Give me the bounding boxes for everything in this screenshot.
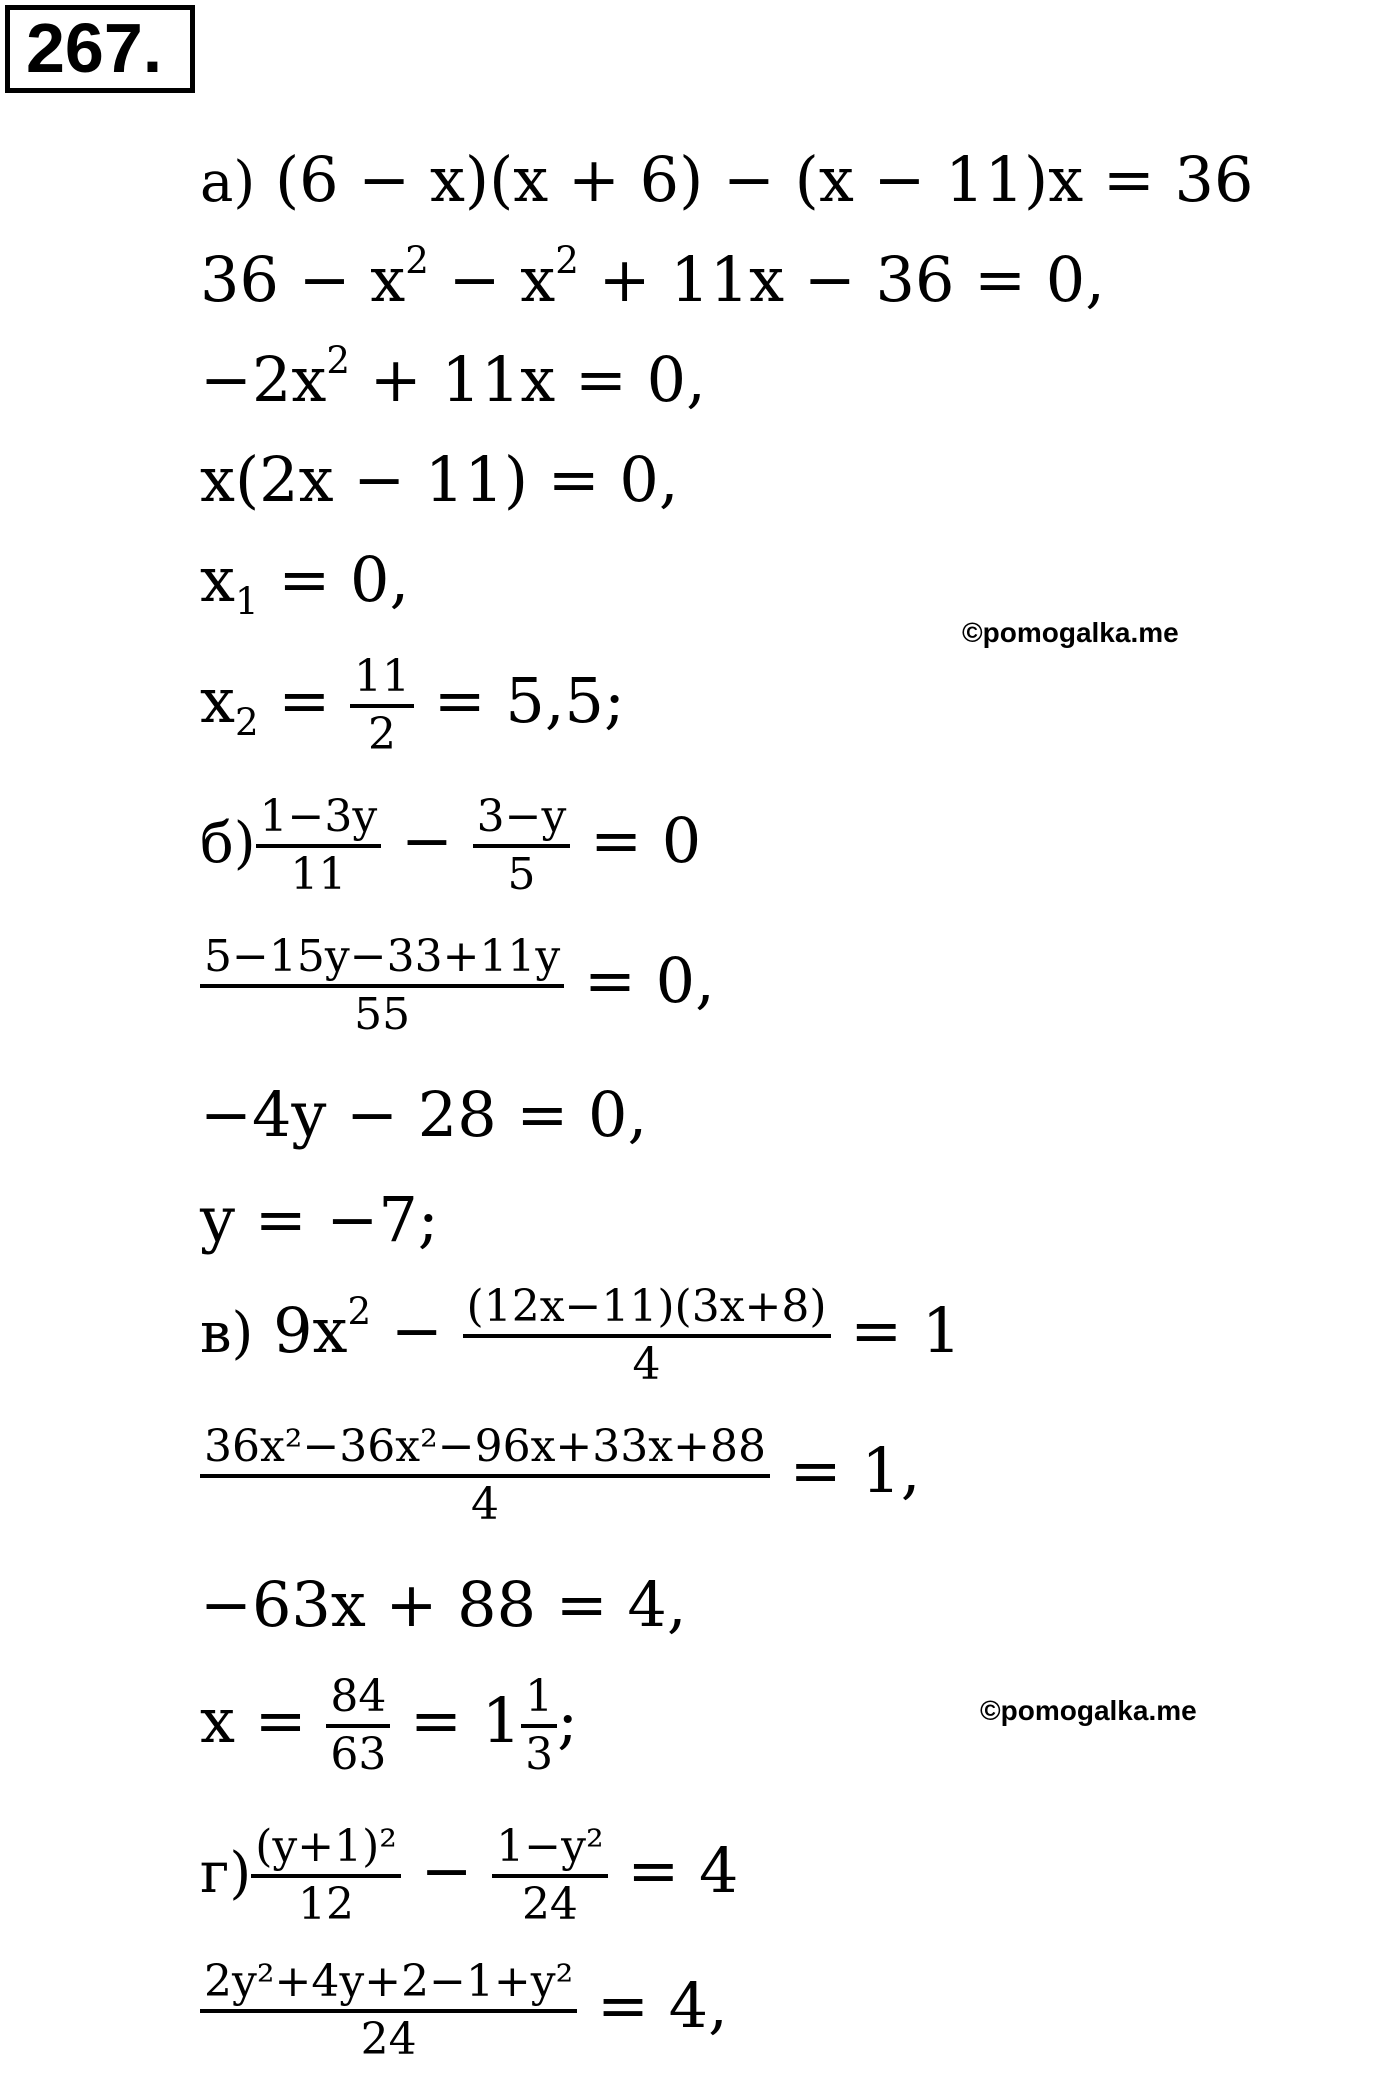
- part-a-line-1: [200, 140, 1253, 223]
- part-v-line-1: в) $9x^2$ − $\frac{(12x-11)(3x+8)}{4}$ = 1: [200, 1281, 962, 1390]
- part-b-line-4: y = −7;: [200, 1183, 439, 1256]
- fraction-84-63: $\frac{84}{63}$: [326, 1670, 390, 1782]
- part-a-equation: (6 − x)(x + 6) − (x − 11)x = 36: [274, 143, 1254, 216]
- part-g-line-2: $\frac{\text{2y²+4y+2−1+y²}}{24}$ = 4,: [200, 1955, 728, 2067]
- fraction-g-1: $\frac{\text{(y+1)²}}{12}$: [251, 1820, 401, 1932]
- part-a-label: а): [200, 150, 256, 215]
- part-b-line-2: $\frac{5-15y-33+11y}{55}$ = 0,: [200, 930, 715, 1042]
- fraction-g-3: $\frac{\text{2y²+4y+2−1+y²}}{24}$: [200, 1955, 577, 2067]
- fraction-b-2: $\frac{3-y}{5}$: [473, 790, 571, 902]
- watermark-2: ©pomogalka.me: [980, 1695, 1197, 1726]
- fraction-g-2: $\frac{\text{1−y²}}{24}$: [492, 1820, 607, 1932]
- part-v-line-3: −63x + 88 = 4,: [200, 1568, 687, 1641]
- problem-number: 267.: [5, 5, 195, 93]
- part-v-line-2: $\frac{\text{36x²−36x²−96x+33x+88}}{4}$ = 1,: [200, 1420, 920, 1532]
- watermark-1: ©pomogalka.me: [962, 617, 1179, 648]
- part-b-label: б): [200, 811, 256, 877]
- part-a-line-5: $x_1 = 0$,: [200, 543, 410, 624]
- fraction-b-3: $\frac{5-15y-33+11y}{55}$: [200, 930, 564, 1042]
- part-b-line-3: −4y − 28 = 0,: [200, 1078, 648, 1151]
- fraction-b-1: $\frac{1-3y}{11}$: [256, 790, 382, 902]
- part-b-line-1: б) $\frac{1-3y}{11}$ − $\frac{3-y}{5}$ = 0: [200, 791, 702, 900]
- part-g-line-1: г) $\frac{\text{(y+1)²}}{12}$ − $\frac{\text{1−y²}}{24}$ = 4: [200, 1821, 739, 1930]
- fraction-v-2: $\frac{\text{36x²−36x²−96x+33x+88}}{4}$: [200, 1420, 770, 1532]
- fraction-11-2: $\frac{11}{2}$: [350, 650, 414, 762]
- part-a-line-3: $-2x^2 + 11x = 0$,: [200, 338, 706, 416]
- part-v-label: в): [200, 1301, 254, 1367]
- fraction-v-1: $\frac{(12x-11)(3x+8)}{4}$: [463, 1280, 831, 1392]
- part-a-line-2: $36 - x^2 - x^2 + 11x - 36 = 0$,: [200, 238, 1105, 316]
- part-a-line-6: $x_2$ = $\frac{11}{2}$ = 5,5;: [200, 651, 625, 760]
- part-a-line-4: x(2x − 11) = 0,: [200, 443, 679, 516]
- fraction-1-3: $\frac{1}{3}$: [521, 1670, 557, 1782]
- part-g-label: г): [200, 1841, 252, 1907]
- part-v-line-4: x = $\frac{84}{63}$ = 1 $\frac{1}{3}$ ;: [200, 1671, 579, 1780]
